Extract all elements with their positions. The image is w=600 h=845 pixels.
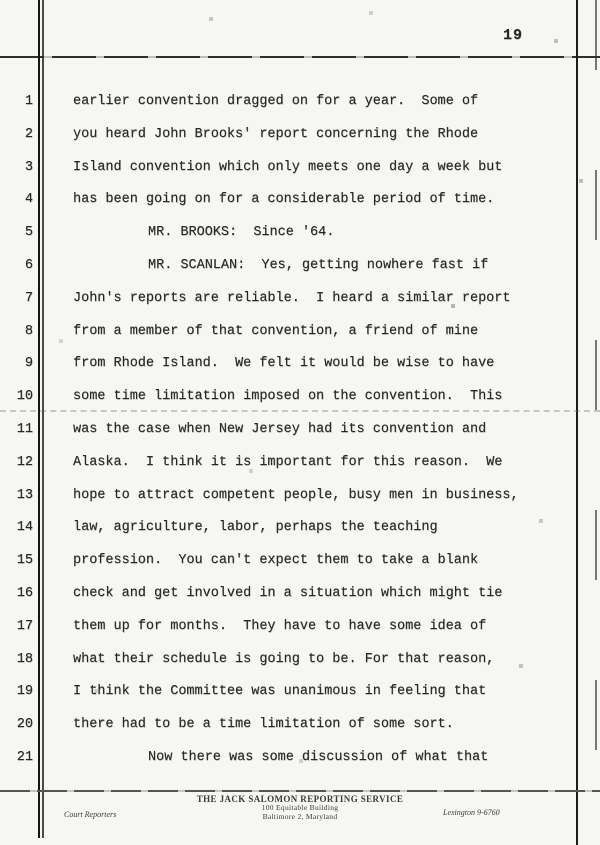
line-number: 21	[16, 749, 33, 765]
transcript-line-row	[0, 121, 576, 154]
transcript-line-row	[0, 547, 576, 580]
transcript-line-text: has been going on for a considerable period of time.	[73, 192, 495, 208]
page-edge-rule	[595, 0, 597, 845]
transcript-line-row	[0, 350, 576, 383]
transcript-line-text: I think the Committee was unanimous in feeling that	[73, 684, 487, 700]
transcript-line-row	[0, 711, 576, 744]
transcript-line-text: MR. BROOKS: Since '64.	[148, 225, 335, 241]
line-number: 14	[16, 520, 33, 536]
line-number: 4	[24, 192, 33, 208]
transcript-line-text: from a member of that convention, a friend of mine	[73, 323, 479, 339]
line-number: 20	[16, 717, 33, 733]
transcript-line-row	[0, 285, 576, 318]
footer-reporting-service	[120, 794, 480, 822]
transcript-line-row	[0, 449, 576, 482]
line-number: 13	[16, 487, 33, 503]
transcript-line-row	[0, 613, 576, 646]
line-number: 8	[24, 323, 33, 339]
transcript-line-row	[0, 88, 576, 121]
line-number: 12	[16, 454, 33, 470]
transcript-line-row	[0, 252, 576, 285]
transcript-line-text: John's reports are reliable. I heard a similar report	[73, 290, 511, 306]
scan-noise-specks	[0, 0, 2, 2]
footer-rule	[0, 790, 600, 792]
transcript-lines	[0, 88, 576, 777]
line-number: 7	[24, 290, 33, 306]
footer-address-line2: Baltimore 2, Maryland	[262, 811, 338, 821]
transcript-line-text: what their schedule is going to be. For that reason,	[73, 651, 495, 667]
transcript-line-text: some time limitation imposed on the convention. This	[73, 389, 503, 405]
transcript-line-row	[0, 154, 576, 187]
transcript-line-text: you heard John Brooks' report concerning the Rhode	[73, 126, 479, 142]
line-number: 16	[16, 585, 33, 601]
footer-court-reporters: Court Reporters	[64, 810, 117, 819]
line-number: 18	[16, 651, 33, 667]
transcript-line-row	[0, 219, 576, 252]
line-number: 2	[24, 126, 33, 142]
transcript-line-row	[0, 416, 576, 449]
transcript-line-row	[0, 646, 576, 679]
line-number: 1	[24, 94, 33, 109]
line-number: 6	[24, 257, 33, 273]
transcript-line-text: them up for months. They have to have some idea of	[73, 618, 487, 634]
top-rule	[0, 56, 600, 58]
transcript-line-text: check and get involved in a situation which might tie	[73, 585, 503, 601]
transcript-line-row	[0, 744, 576, 777]
right-margin-rule	[576, 0, 578, 845]
line-number: 11	[16, 421, 33, 437]
transcript-line-text: was the case when New Jersey had its convention and	[73, 421, 487, 437]
transcript-line-text: earlier convention dragged on for a year. Some of	[73, 94, 479, 109]
transcript-line-text: profession. You can't expect them to take a blank	[73, 553, 479, 569]
transcript-line-text: law, agriculture, labor, perhaps the teaching	[73, 520, 438, 536]
transcript-line-text: MR. SCANLAN: Yes, getting nowhere fast if	[148, 257, 489, 273]
transcript-line-row	[0, 186, 576, 219]
transcript-line-row	[0, 383, 576, 416]
line-number: 15	[16, 553, 33, 569]
footer-address-line1: 100 Equitable Building	[261, 803, 339, 813]
footer-phone: Lexington 9-6760	[443, 808, 500, 817]
transcript-line-text: from Rhode Island. We felt it would be wise to have	[73, 356, 495, 372]
line-number: 9	[24, 356, 33, 372]
transcript-line-row	[0, 678, 576, 711]
page-number: 19	[503, 27, 524, 44]
transcript-line-row	[0, 580, 576, 613]
transcript-line-text: Island convention which only meets one day a week but	[73, 159, 503, 175]
transcript-line-row	[0, 318, 576, 351]
transcript-line-row	[0, 482, 576, 515]
line-number: 5	[24, 225, 33, 241]
transcript-line-row	[0, 514, 576, 547]
transcript-line-text: there had to be a time limitation of some sort.	[73, 717, 454, 733]
transcript-line-text: Alaska. I think it is important for this reason. We	[73, 454, 503, 470]
footer-service-name: THE JACK SALOMON REPORTING SERVICE	[196, 794, 404, 804]
line-number: 3	[24, 159, 33, 175]
transcript-line-text: Now there was some discussion of what that	[148, 749, 489, 765]
line-number: 19	[16, 684, 33, 700]
transcript-line-text: hope to attract competent people, busy men in business,	[73, 487, 519, 503]
line-number: 17	[16, 618, 33, 634]
line-number: 10	[16, 389, 33, 405]
